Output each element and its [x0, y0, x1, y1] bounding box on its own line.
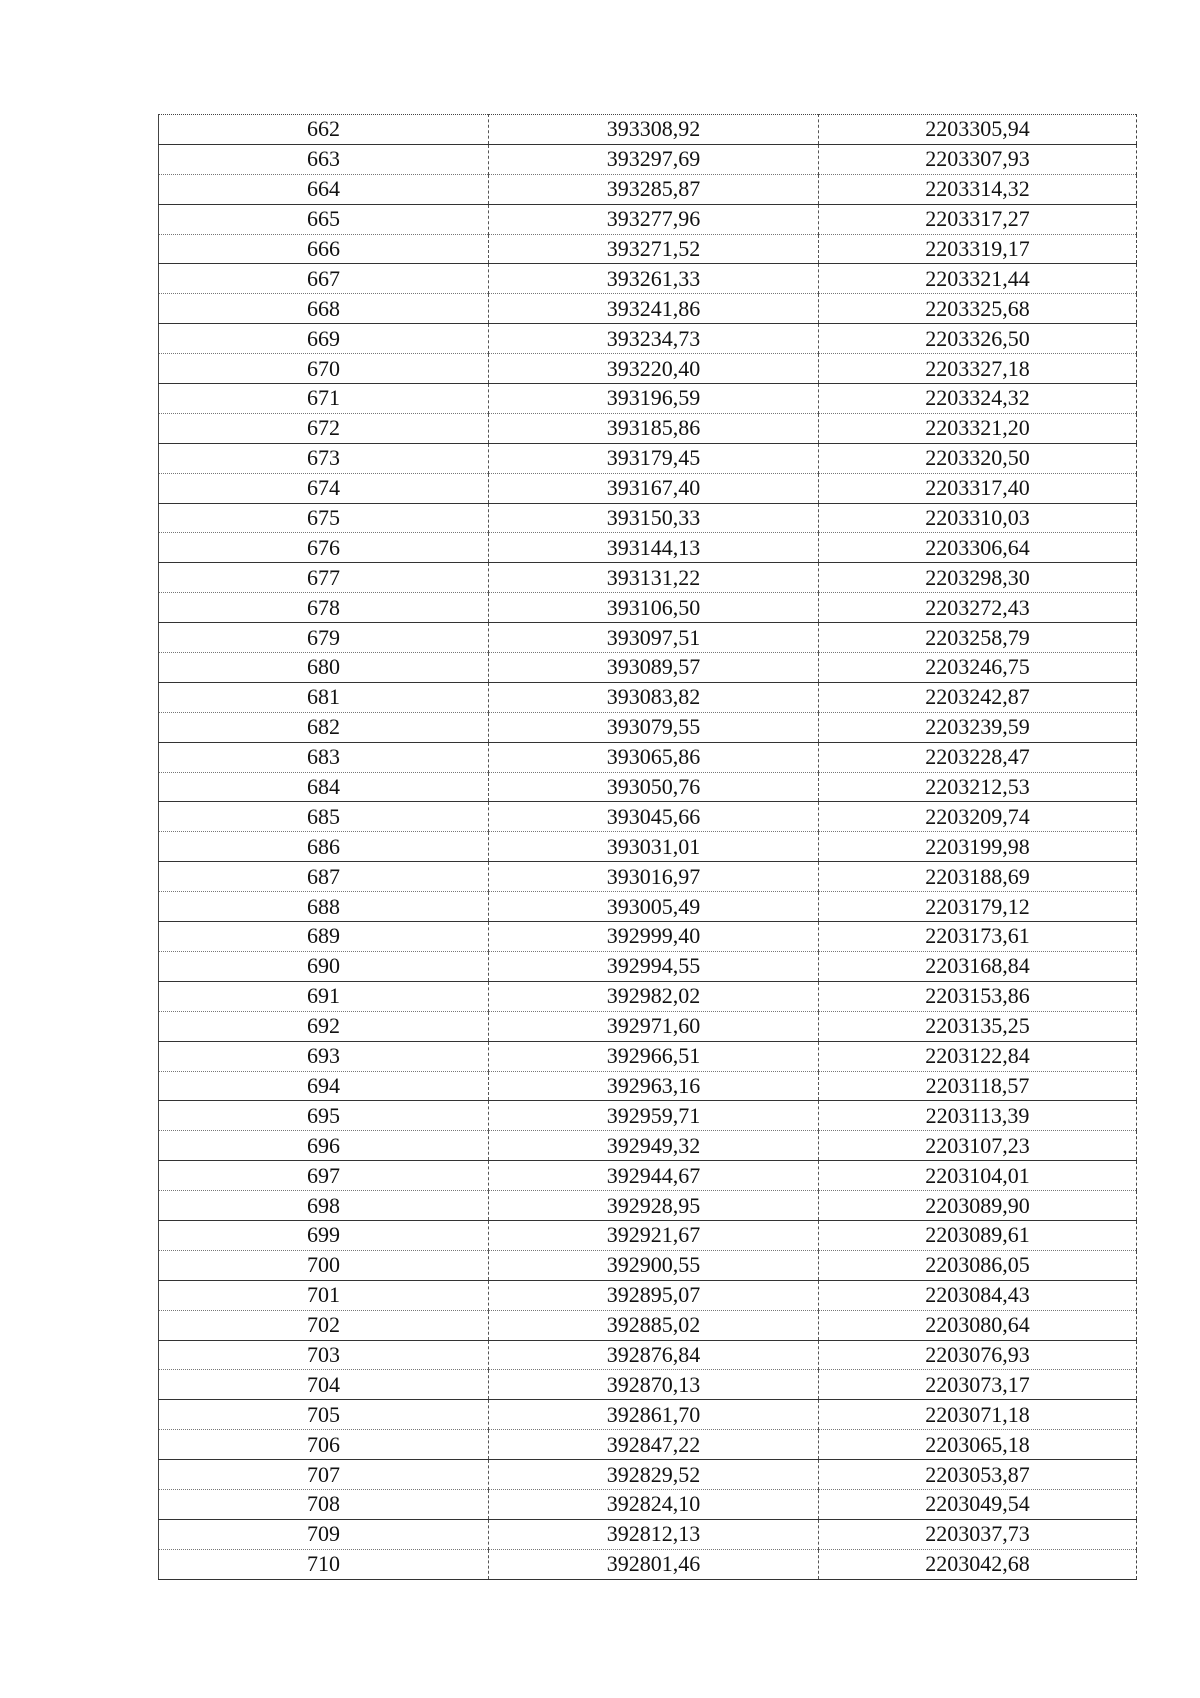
- y-coordinate-cell: 2203327,18: [819, 354, 1137, 384]
- table-row: [159, 473, 1137, 503]
- y-coordinate-cell: 2203076,93: [819, 1340, 1137, 1370]
- x-coordinate-cell: 392876,84: [489, 1340, 819, 1370]
- y-coordinate-cell: 2203173,61: [819, 922, 1137, 952]
- table-row: [159, 862, 1137, 892]
- point-number-cell: 674: [159, 473, 489, 503]
- x-coordinate-cell: 392982,02: [489, 981, 819, 1011]
- point-number-cell: 672: [159, 413, 489, 443]
- point-number-cell: 685: [159, 802, 489, 832]
- x-coordinate-cell: 393241,86: [489, 294, 819, 324]
- table-row: [159, 922, 1137, 952]
- table-row: [159, 981, 1137, 1011]
- coordinates-table-body: [159, 115, 1137, 1580]
- point-number-cell: 707: [159, 1460, 489, 1490]
- point-number-cell: 703: [159, 1340, 489, 1370]
- point-number-cell: 680: [159, 653, 489, 683]
- x-coordinate-cell: 393106,50: [489, 593, 819, 623]
- x-coordinate-cell: 393308,92: [489, 115, 819, 145]
- y-coordinate-cell: 2203325,68: [819, 294, 1137, 324]
- y-coordinate-cell: 2203179,12: [819, 892, 1137, 922]
- y-coordinate-cell: 2203306,64: [819, 533, 1137, 563]
- y-coordinate-cell: 2203118,57: [819, 1071, 1137, 1101]
- table-row: [159, 264, 1137, 294]
- x-coordinate-cell: 392812,13: [489, 1519, 819, 1549]
- point-number-cell: 678: [159, 593, 489, 623]
- point-number-cell: 702: [159, 1310, 489, 1340]
- table-row: [159, 413, 1137, 443]
- point-number-cell: 709: [159, 1519, 489, 1549]
- y-coordinate-cell: 2203326,50: [819, 324, 1137, 354]
- y-coordinate-cell: 2203135,25: [819, 1011, 1137, 1041]
- table-row: [159, 1519, 1137, 1549]
- point-number-cell: 663: [159, 144, 489, 174]
- x-coordinate-cell: 393079,55: [489, 712, 819, 742]
- table-row: [159, 234, 1137, 264]
- point-number-cell: 666: [159, 234, 489, 264]
- y-coordinate-cell: 2203258,79: [819, 623, 1137, 653]
- y-coordinate-cell: 2203242,87: [819, 682, 1137, 712]
- y-coordinate-cell: 2203080,64: [819, 1310, 1137, 1340]
- y-coordinate-cell: 2203065,18: [819, 1430, 1137, 1460]
- point-number-cell: 704: [159, 1370, 489, 1400]
- y-coordinate-cell: 2203324,32: [819, 384, 1137, 414]
- point-number-cell: 676: [159, 533, 489, 563]
- x-coordinate-cell: 392966,51: [489, 1041, 819, 1071]
- table-row: [159, 563, 1137, 593]
- table-row: [159, 354, 1137, 384]
- table-row: [159, 682, 1137, 712]
- point-number-cell: 667: [159, 264, 489, 294]
- y-coordinate-cell: 2203272,43: [819, 593, 1137, 623]
- point-number-cell: 690: [159, 951, 489, 981]
- point-number-cell: 710: [159, 1549, 489, 1579]
- y-coordinate-cell: 2203073,17: [819, 1370, 1137, 1400]
- table-row: [159, 294, 1137, 324]
- table-row: [159, 384, 1137, 414]
- table-row: [159, 1101, 1137, 1131]
- table-row: [159, 653, 1137, 683]
- y-coordinate-cell: 2203246,75: [819, 653, 1137, 683]
- y-coordinate-cell: 2203122,84: [819, 1041, 1137, 1071]
- point-number-cell: 675: [159, 503, 489, 533]
- table-row: [159, 533, 1137, 563]
- y-coordinate-cell: 2203321,44: [819, 264, 1137, 294]
- y-coordinate-cell: 2203084,43: [819, 1280, 1137, 1310]
- x-coordinate-cell: 392847,22: [489, 1430, 819, 1460]
- point-number-cell: 665: [159, 204, 489, 234]
- x-coordinate-cell: 393179,45: [489, 443, 819, 473]
- y-coordinate-cell: 2203320,50: [819, 443, 1137, 473]
- point-number-cell: 693: [159, 1041, 489, 1071]
- point-number-cell: 679: [159, 623, 489, 653]
- point-number-cell: 701: [159, 1280, 489, 1310]
- x-coordinate-cell: 393277,96: [489, 204, 819, 234]
- table-row: [159, 1549, 1137, 1579]
- point-number-cell: 697: [159, 1161, 489, 1191]
- x-coordinate-cell: 393261,33: [489, 264, 819, 294]
- x-coordinate-cell: 392870,13: [489, 1370, 819, 1400]
- y-coordinate-cell: 2203314,32: [819, 174, 1137, 204]
- point-number-cell: 684: [159, 772, 489, 802]
- point-number-cell: 671: [159, 384, 489, 414]
- x-coordinate-cell: 393234,73: [489, 324, 819, 354]
- y-coordinate-cell: 2203107,23: [819, 1131, 1137, 1161]
- y-coordinate-cell: 2203239,59: [819, 712, 1137, 742]
- table-row: [159, 503, 1137, 533]
- y-coordinate-cell: 2203053,87: [819, 1460, 1137, 1490]
- x-coordinate-cell: 392861,70: [489, 1400, 819, 1430]
- x-coordinate-cell: 392999,40: [489, 922, 819, 952]
- table-row: [159, 1041, 1137, 1071]
- point-number-cell: 664: [159, 174, 489, 204]
- point-number-cell: 673: [159, 443, 489, 473]
- x-coordinate-cell: 392829,52: [489, 1460, 819, 1490]
- x-coordinate-cell: 392824,10: [489, 1489, 819, 1519]
- y-coordinate-cell: 2203153,86: [819, 981, 1137, 1011]
- point-number-cell: 687: [159, 862, 489, 892]
- point-number-cell: 706: [159, 1430, 489, 1460]
- x-coordinate-cell: 393167,40: [489, 473, 819, 503]
- y-coordinate-cell: 2203199,98: [819, 832, 1137, 862]
- y-coordinate-cell: 2203071,18: [819, 1400, 1137, 1430]
- point-number-cell: 683: [159, 742, 489, 772]
- table-row: [159, 1011, 1137, 1041]
- table-row: [159, 204, 1137, 234]
- table-row: [159, 1220, 1137, 1250]
- x-coordinate-cell: 392949,32: [489, 1131, 819, 1161]
- table-row: [159, 1310, 1137, 1340]
- x-coordinate-cell: 393271,52: [489, 234, 819, 264]
- table-row: [159, 1250, 1137, 1280]
- x-coordinate-cell: 393016,97: [489, 862, 819, 892]
- x-coordinate-cell: 392885,02: [489, 1310, 819, 1340]
- x-coordinate-cell: 393220,40: [489, 354, 819, 384]
- x-coordinate-cell: 393285,87: [489, 174, 819, 204]
- table-row: [159, 951, 1137, 981]
- table-row: [159, 443, 1137, 473]
- table-row: [159, 712, 1137, 742]
- x-coordinate-cell: 393083,82: [489, 682, 819, 712]
- point-number-cell: 695: [159, 1101, 489, 1131]
- y-coordinate-cell: 2203042,68: [819, 1549, 1137, 1579]
- x-coordinate-cell: 392944,67: [489, 1161, 819, 1191]
- y-coordinate-cell: 2203319,17: [819, 234, 1137, 264]
- x-coordinate-cell: 393065,86: [489, 742, 819, 772]
- point-number-cell: 682: [159, 712, 489, 742]
- point-number-cell: 686: [159, 832, 489, 862]
- x-coordinate-cell: 393050,76: [489, 772, 819, 802]
- point-number-cell: 662: [159, 115, 489, 145]
- y-coordinate-cell: 2203212,53: [819, 772, 1137, 802]
- point-number-cell: 696: [159, 1131, 489, 1161]
- y-coordinate-cell: 2203089,90: [819, 1191, 1137, 1221]
- point-number-cell: 708: [159, 1489, 489, 1519]
- table-row: [159, 1131, 1137, 1161]
- x-coordinate-cell: 392994,55: [489, 951, 819, 981]
- y-coordinate-cell: 2203104,01: [819, 1161, 1137, 1191]
- table-row: [159, 1071, 1137, 1101]
- table-row: [159, 832, 1137, 862]
- y-coordinate-cell: 2203307,93: [819, 144, 1137, 174]
- x-coordinate-cell: 392963,16: [489, 1071, 819, 1101]
- table-row: [159, 1340, 1137, 1370]
- table-row: [159, 1489, 1137, 1519]
- x-coordinate-cell: 392801,46: [489, 1549, 819, 1579]
- x-coordinate-cell: 393185,86: [489, 413, 819, 443]
- y-coordinate-cell: 2203113,39: [819, 1101, 1137, 1131]
- table-row: [159, 593, 1137, 623]
- x-coordinate-cell: 393297,69: [489, 144, 819, 174]
- y-coordinate-cell: 2203209,74: [819, 802, 1137, 832]
- point-number-cell: 681: [159, 682, 489, 712]
- point-number-cell: 670: [159, 354, 489, 384]
- x-coordinate-cell: 393045,66: [489, 802, 819, 832]
- x-coordinate-cell: 393097,51: [489, 623, 819, 653]
- y-coordinate-cell: 2203228,47: [819, 742, 1137, 772]
- table-row: [159, 324, 1137, 354]
- y-coordinate-cell: 2203321,20: [819, 413, 1137, 443]
- table-row: [159, 802, 1137, 832]
- point-number-cell: 694: [159, 1071, 489, 1101]
- x-coordinate-cell: 392959,71: [489, 1101, 819, 1131]
- x-coordinate-cell: 392900,55: [489, 1250, 819, 1280]
- x-coordinate-cell: 393196,59: [489, 384, 819, 414]
- y-coordinate-cell: 2203305,94: [819, 115, 1137, 145]
- point-number-cell: 677: [159, 563, 489, 593]
- table-row: [159, 742, 1137, 772]
- coordinates-table: [158, 114, 1137, 1580]
- y-coordinate-cell: 2203089,61: [819, 1220, 1137, 1250]
- table-row: [159, 1191, 1137, 1221]
- y-coordinate-cell: 2203310,03: [819, 503, 1137, 533]
- table-row: [159, 144, 1137, 174]
- x-coordinate-cell: 392895,07: [489, 1280, 819, 1310]
- table-row: [159, 892, 1137, 922]
- y-coordinate-cell: 2203049,54: [819, 1489, 1137, 1519]
- x-coordinate-cell: 392928,95: [489, 1191, 819, 1221]
- y-coordinate-cell: 2203037,73: [819, 1519, 1137, 1549]
- x-coordinate-cell: 393144,13: [489, 533, 819, 563]
- table-row: [159, 115, 1137, 145]
- x-coordinate-cell: 393089,57: [489, 653, 819, 683]
- point-number-cell: 689: [159, 922, 489, 952]
- y-coordinate-cell: 2203168,84: [819, 951, 1137, 981]
- y-coordinate-cell: 2203317,40: [819, 473, 1137, 503]
- y-coordinate-cell: 2203298,30: [819, 563, 1137, 593]
- point-number-cell: 688: [159, 892, 489, 922]
- point-number-cell: 700: [159, 1250, 489, 1280]
- y-coordinate-cell: 2203086,05: [819, 1250, 1137, 1280]
- x-coordinate-cell: 393150,33: [489, 503, 819, 533]
- point-number-cell: 669: [159, 324, 489, 354]
- x-coordinate-cell: 392971,60: [489, 1011, 819, 1041]
- point-number-cell: 705: [159, 1400, 489, 1430]
- table-row: [159, 1370, 1137, 1400]
- point-number-cell: 691: [159, 981, 489, 1011]
- table-row: [159, 1280, 1137, 1310]
- point-number-cell: 698: [159, 1191, 489, 1221]
- x-coordinate-cell: 393005,49: [489, 892, 819, 922]
- point-number-cell: 668: [159, 294, 489, 324]
- table-row: [159, 772, 1137, 802]
- y-coordinate-cell: 2203188,69: [819, 862, 1137, 892]
- point-number-cell: 699: [159, 1220, 489, 1250]
- table-row: [159, 1400, 1137, 1430]
- x-coordinate-cell: 392921,67: [489, 1220, 819, 1250]
- table-row: [159, 1161, 1137, 1191]
- table-row: [159, 1430, 1137, 1460]
- table-row: [159, 174, 1137, 204]
- table-row: [159, 1460, 1137, 1490]
- point-number-cell: 692: [159, 1011, 489, 1041]
- table-row: [159, 623, 1137, 653]
- x-coordinate-cell: 393031,01: [489, 832, 819, 862]
- y-coordinate-cell: 2203317,27: [819, 204, 1137, 234]
- x-coordinate-cell: 393131,22: [489, 563, 819, 593]
